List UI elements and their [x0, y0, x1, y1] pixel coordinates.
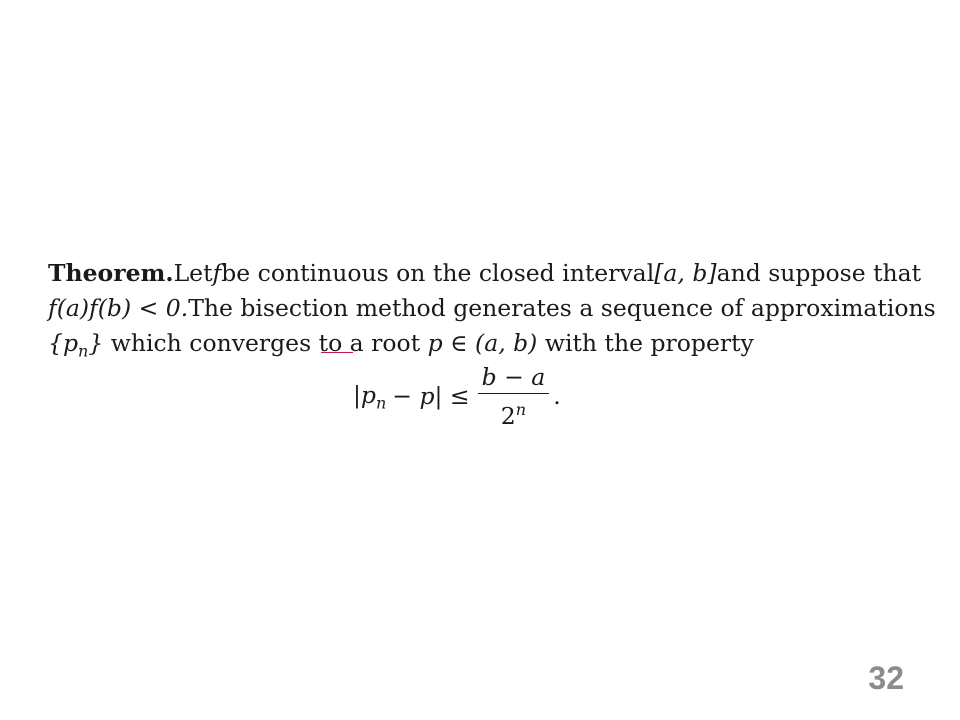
error-bound-formula [353, 364, 561, 429]
fraction [478, 364, 550, 429]
seq-open: {p [48, 329, 78, 357]
variable-p: p [427, 329, 443, 357]
seq-close: } [88, 329, 104, 357]
theorem-line-1 [48, 256, 922, 291]
sequence-pn [48, 329, 104, 361]
condition-fa-fb: f(a)f(b) < 0. [48, 294, 189, 322]
text-continuous: be continuous on the closed interval [221, 259, 655, 287]
fraction-denominator [497, 394, 530, 429]
text-bisection: The bisection method generates a sequence of approximations [188, 294, 936, 322]
formula-period: . [553, 382, 561, 411]
theorem-statement [48, 256, 936, 369]
lhs-open: |p [353, 380, 376, 409]
membership: ∈ (a, b) [450, 329, 538, 357]
fraction-numerator: b − a [481, 363, 546, 391]
den-base: 2 [500, 401, 516, 430]
text-converges: which converges to a root [110, 329, 421, 357]
text-property: with the property [544, 329, 754, 357]
lhs-sub: n [375, 393, 387, 413]
theorem-label: Theorem. [48, 259, 174, 287]
text-let: Let [173, 259, 213, 287]
page-number: 32 [868, 660, 904, 696]
interval-ab: [a, b] [654, 259, 717, 287]
theorem-line-2 [48, 291, 936, 326]
annotation-underline [321, 352, 353, 353]
seq-sub: n [78, 341, 89, 361]
variable-f: f [212, 259, 222, 287]
theorem-line-3 [48, 326, 914, 369]
den-exp: n [515, 400, 527, 419]
formula-lhs-rest: − p| ≤ [392, 382, 470, 411]
text-suppose: and suppose that [716, 259, 922, 287]
formula-lhs [353, 381, 386, 413]
